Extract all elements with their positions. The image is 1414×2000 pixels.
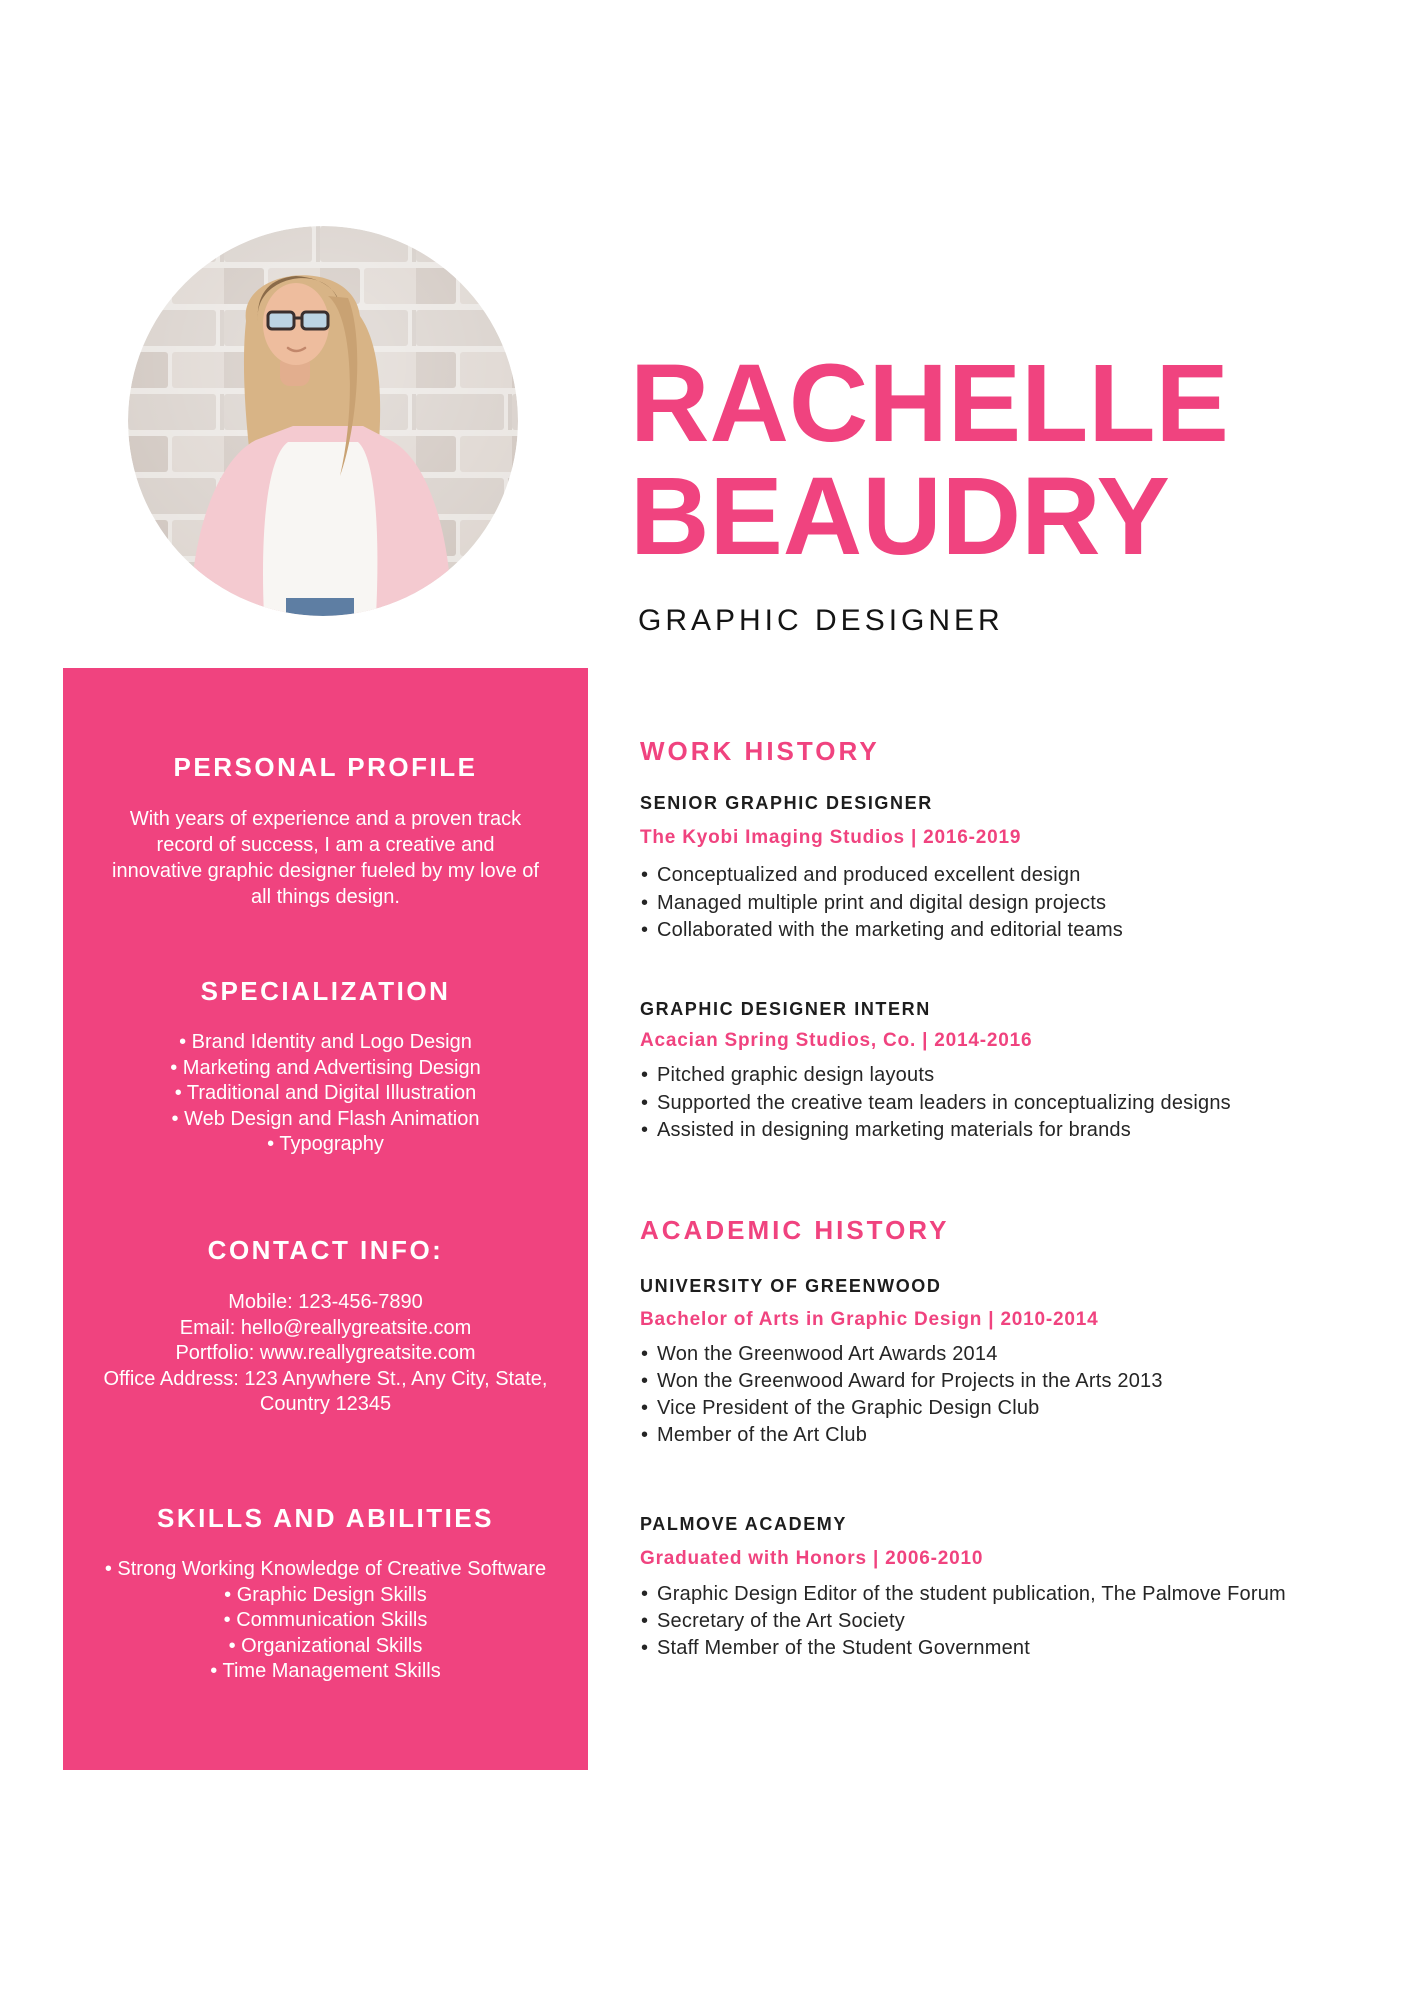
job-bullet: • Assisted in designing marketing materials for brands (640, 1117, 1330, 1145)
specialization-item: • Marketing and Advertising Design (91, 1056, 561, 1082)
school-bullet-list (640, 1341, 1330, 1449)
contact-portfolio[interactable]: Portfolio: www.reallygreatsite.com (175, 1342, 476, 1364)
sidebar-panel (63, 668, 588, 1770)
portrait-photo-illustration (128, 226, 518, 616)
job-company-dates: The Kyobi Imaging Studios | 2016-2019 (640, 827, 1022, 848)
skill-item: • Graphic Design Skills (70, 1583, 582, 1609)
school-degree-dates: Graduated with Honors | 2006-2010 (640, 1548, 984, 1569)
specialization-item: • Brand Identity and Logo Design (91, 1030, 561, 1056)
personal-profile-text-wrap (63, 806, 588, 910)
school-degree-dates: Bachelor of Arts in Graphic Design | 2010-2014 (640, 1309, 1099, 1330)
job-bullet: • Supported the creative team leaders in conceptualizing designs (640, 1090, 1330, 1118)
school-title: PALMOVE ACADEMY (640, 1514, 848, 1534)
sidebar-heading-skills: SKILLS AND ABILITIES (157, 1503, 494, 1533)
job-bullet: • Pitched graphic design layouts (640, 1062, 1330, 1090)
specialization-list (63, 1030, 588, 1158)
contact-info-list (63, 1290, 588, 1418)
skills-list (63, 1557, 588, 1685)
skill-item: • Strong Working Knowledge of Creative Software (70, 1557, 582, 1583)
skill-item: • Organizational Skills (70, 1634, 582, 1660)
job-company-dates: Acacian Spring Studios, Co. | 2014-2016 (640, 1030, 1033, 1051)
profile-photo (128, 226, 518, 616)
job-bullet-list (640, 862, 1330, 945)
sidebar-heading-contact-info: CONTACT INFO: (207, 1235, 444, 1265)
sidebar-heading-personal-profile: PERSONAL PROFILE (173, 752, 478, 782)
contact-mobile: Mobile: 123-456-7890 (228, 1291, 423, 1313)
job-title: SENIOR GRAPHIC DESIGNER (640, 793, 933, 813)
school-bullet: • Graphic Design Editor of the student publication, The Palmove Forum (640, 1581, 1330, 1608)
academic-history-heading: ACADEMIC HISTORY (640, 1215, 950, 1245)
personal-profile-text: With years of experience and a proven track record of success, I am a creative and innovative graphic designer fueled by my love of all things design. (112, 808, 539, 908)
work-history-heading: WORK HISTORY (640, 736, 880, 766)
school-bullet: • Vice President of the Graphic Design Club (640, 1395, 1330, 1422)
skill-item: • Time Management Skills (70, 1659, 582, 1685)
job-bullet: • Managed multiple print and digital design projects (640, 890, 1330, 918)
job-bullet: • Collaborated with the marketing and editorial teams (640, 917, 1330, 945)
person-name-line1: RACHELLE (630, 342, 1229, 465)
specialization-item: • Traditional and Digital Illustration (91, 1081, 561, 1107)
school-bullet: • Won the Greenwood Award for Projects in the Arts 2013 (640, 1368, 1330, 1395)
person-name (630, 342, 1229, 578)
job-title: GRAPHIC DESIGNER INTERN (640, 999, 931, 1019)
contact-address: Office Address: 123 Anywhere St., Any City, State, Country 12345 (103, 1367, 548, 1415)
sidebar-heading-specialization: SPECIALIZATION (200, 976, 451, 1006)
job-bullet: • Conceptualized and produced excellent design (640, 862, 1330, 890)
person-job-title: GRAPHIC DESIGNER (638, 604, 1004, 637)
specialization-item: • Web Design and Flash Animation (91, 1107, 561, 1133)
school-title: UNIVERSITY OF GREENWOOD (640, 1276, 942, 1296)
skill-item: • Communication Skills (70, 1608, 582, 1634)
job-bullet-list (640, 1062, 1330, 1145)
person-name-line2: BEAUDRY (630, 455, 1170, 578)
school-bullet: • Secretary of the Art Society (640, 1608, 1330, 1635)
contact-email[interactable]: Email: hello@reallygreatsite.com (179, 1316, 472, 1339)
school-bullet: • Member of the Art Club (640, 1422, 1330, 1449)
school-bullet-list (640, 1581, 1330, 1662)
school-bullet: • Staff Member of the Student Government (640, 1635, 1330, 1662)
school-bullet: • Won the Greenwood Art Awards 2014 (640, 1341, 1330, 1368)
specialization-item: • Typography (91, 1132, 561, 1158)
